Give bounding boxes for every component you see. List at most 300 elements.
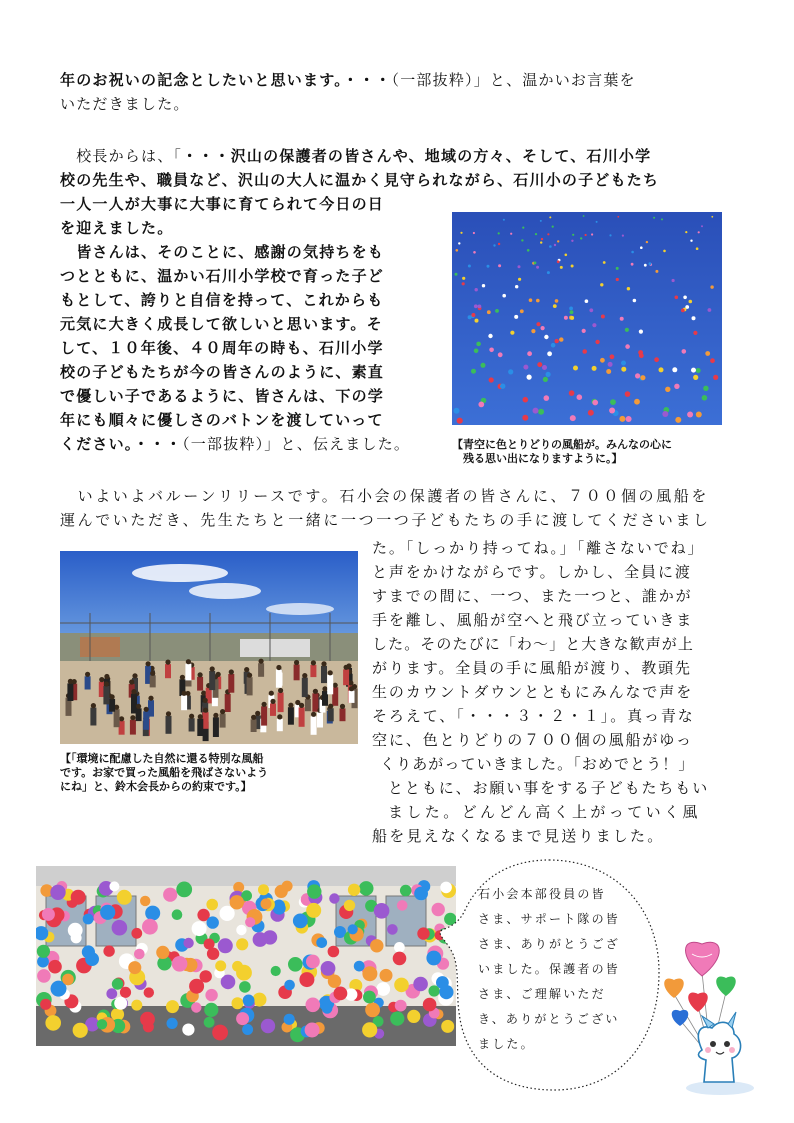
crowd-person [185, 664, 191, 681]
sky-balloon [462, 282, 465, 285]
sky-balloon [683, 296, 687, 300]
bubble-line5: さま、ご理解いただ [478, 987, 606, 1001]
sky-balloon [555, 299, 559, 303]
sky-balloon [710, 285, 713, 288]
sky-balloon [693, 331, 697, 335]
crowd-person [322, 691, 328, 706]
group-balloon [307, 884, 321, 898]
crowd-person [136, 708, 142, 721]
crowd-head [294, 660, 299, 665]
crowd-person [299, 707, 305, 726]
para2-line2: 校の先生や、職員など、沢山の大人に温かく見守られながら、石川小の子どもたち [60, 171, 660, 189]
group-balloon [348, 924, 358, 934]
crowd-head [349, 686, 354, 691]
group-balloon [112, 978, 123, 989]
crowd-head [262, 702, 267, 707]
group-balloon [85, 952, 99, 966]
sky-caption-line1: 【青空に色とりどりの風船が。みんなの心に [452, 438, 672, 451]
sky-balloon [498, 264, 501, 267]
group-balloon [258, 884, 269, 895]
sky-balloon [549, 216, 551, 218]
crowd-head [132, 673, 137, 678]
sky-balloon [538, 409, 544, 415]
crowd-person [130, 720, 136, 735]
ground-caption-line2: です。お家で買った風船を飛ばさないよう [60, 766, 269, 779]
para3-line13: とともに、お願い事をする子どもたちもい [388, 779, 710, 797]
crowd-head [150, 671, 155, 676]
ground-caption-line1: 【「環境に配慮した自然に還る特別な風船 [60, 752, 264, 765]
schoolyard-photo [60, 551, 358, 744]
para2-line13: ください。・・・（一部抜粋）」と、伝えました。 [60, 435, 411, 453]
sky-balloon [536, 266, 539, 269]
sky-balloon [655, 270, 658, 273]
sky-balloon [489, 377, 494, 382]
sky-balloon [585, 234, 587, 236]
crowd-person [311, 716, 317, 735]
group-balloon [142, 919, 158, 935]
group-balloon [156, 946, 169, 959]
para3-line7: した。そのたびに「わ～」と大きな歓声が上 [372, 635, 695, 653]
sky-balloon [620, 317, 624, 321]
crowd-head [85, 672, 90, 677]
crowd-head [129, 679, 134, 684]
crowd-head [247, 673, 252, 678]
group-balloon [232, 961, 243, 972]
sky-balloon [626, 416, 632, 422]
crowd-head [278, 688, 283, 693]
group-balloon [140, 896, 150, 906]
sky-balloon [583, 215, 585, 217]
group-balloon [334, 987, 348, 1001]
crowd-head [198, 672, 203, 677]
sky-balloon [547, 233, 549, 235]
crowd-head [201, 691, 206, 696]
crowd-head [146, 661, 151, 666]
crowd-person [203, 712, 209, 729]
group-balloon [236, 1012, 249, 1025]
crowd-person [165, 664, 171, 678]
sky-balloon [654, 357, 659, 362]
group-balloon [48, 960, 62, 974]
sky-balloon [610, 399, 616, 405]
crowd-head [166, 711, 171, 716]
sky-balloon [580, 237, 582, 239]
crowd-person [197, 677, 203, 691]
crowd-person [85, 676, 91, 689]
sky-balloon [685, 305, 689, 309]
crowd-head [328, 670, 333, 675]
sky-balloon [522, 227, 524, 229]
crowd-head [244, 667, 249, 672]
group-balloon [328, 975, 341, 988]
sky-balloon [591, 233, 593, 235]
group-balloons-image [36, 866, 456, 1046]
group-balloon [370, 939, 383, 952]
group-balloon [359, 881, 374, 896]
sky-balloon [503, 219, 505, 221]
sky-balloon [541, 326, 545, 330]
sky-balloon [482, 284, 485, 287]
group-balloon [329, 893, 339, 903]
sky-balloon [521, 239, 523, 241]
sky-balloon [540, 220, 542, 222]
para3-line1: いよいよバルーンリリースです。石小会の保護者の皆さんに、７００個の風船を [60, 487, 709, 505]
sky-balloon [518, 278, 521, 281]
sky-balloon [589, 308, 593, 312]
group-balloon [189, 979, 204, 994]
group-balloon [166, 1000, 179, 1013]
sky-balloon [690, 240, 692, 242]
group-balloon [376, 982, 390, 996]
sky-balloon [698, 231, 700, 233]
sky-balloon [495, 309, 499, 313]
group-balloon [321, 961, 336, 976]
bubble-line7: ました。 [478, 1037, 535, 1051]
sky-balloon [631, 263, 634, 266]
crowd-person [310, 665, 316, 677]
crowd-head [203, 708, 208, 713]
group-balloon [397, 900, 408, 911]
group-balloon [131, 928, 142, 939]
group-balloon [236, 938, 248, 950]
para3-line14: ました。どんどん高く上がっていく風 [388, 803, 701, 821]
para3-line3: た。「しっかり持ってね。」「離さないでね」 [372, 539, 705, 557]
sky-balloon [527, 249, 530, 252]
crowd-person [213, 717, 219, 737]
sky-balloon [571, 240, 573, 242]
para2-line12: 年にも順々に優しさのバトンを渡していって [60, 411, 384, 429]
group-balloon [114, 997, 127, 1010]
crowd-person [294, 665, 300, 681]
sky-balloon [622, 235, 624, 237]
group-balloon [120, 987, 131, 998]
sky-balloon [542, 365, 547, 370]
sky-balloon [474, 304, 478, 308]
sky-balloon [603, 261, 606, 264]
crowd-person [90, 708, 96, 726]
crowd-person [276, 670, 282, 688]
sky-balloon [553, 304, 557, 308]
crowd-head [131, 689, 136, 694]
crowd-person [343, 669, 349, 685]
crowd-head [277, 714, 282, 719]
sky-balloon [689, 300, 693, 304]
sky-balloon [534, 262, 537, 265]
group-balloon [117, 890, 132, 905]
group-balloon [394, 978, 409, 993]
group-balloon [282, 881, 293, 892]
group-balloon [145, 906, 160, 921]
group-balloon [394, 942, 405, 953]
crowd-person [305, 699, 311, 711]
sky-balloon [625, 344, 630, 349]
sky-balloon [508, 369, 513, 374]
sky-balloon [551, 343, 556, 348]
sky-balloon [625, 391, 631, 397]
crowd-head [313, 689, 318, 694]
crowd-head [322, 686, 327, 691]
sky-balloon [601, 315, 605, 319]
group-balloon [215, 960, 226, 971]
crowd-person [181, 695, 187, 710]
group-balloon [328, 946, 340, 958]
sky-balloon [544, 395, 550, 401]
group-balloon [306, 998, 321, 1013]
sky-caption-line2: 残る思い出になりますように。】 [452, 452, 623, 465]
sky-balloon [608, 362, 613, 367]
group-balloon [220, 906, 235, 921]
group-balloon [45, 1015, 61, 1031]
crowd-person [288, 707, 294, 725]
group-balloon [207, 916, 219, 928]
sky-balloon [515, 285, 518, 288]
group-balloon [261, 898, 272, 909]
para2-line9: して、１０年後、４０周年の時も、石川小学 [60, 339, 384, 357]
group-balloon [182, 1024, 194, 1036]
sky-balloon [476, 342, 481, 347]
sky-balloon [616, 278, 619, 281]
para3-line9: 生のカウントダウンとともにみんなで声を [372, 683, 694, 701]
crowd-head [251, 715, 256, 720]
sky-balloon [518, 265, 521, 268]
crowd-person [349, 691, 355, 703]
group-balloon [390, 1012, 404, 1026]
group-balloon [354, 961, 365, 972]
crowd-head [189, 714, 194, 719]
crowd-person [312, 693, 318, 711]
crowd-person [302, 678, 308, 698]
group-balloon [305, 1023, 320, 1038]
crowd-person [277, 719, 283, 731]
crowd-head [311, 712, 316, 717]
sky-balloon [600, 283, 603, 286]
sky-balloon [682, 349, 687, 354]
crowd-person [321, 666, 327, 683]
sky-balloon [552, 226, 554, 228]
group-balloon [232, 997, 244, 1009]
para2-line3: 一人一人が大事に大事に育てられて今日の日 [60, 195, 385, 213]
bubble-line2: さま、サポート隊の皆 [478, 912, 621, 926]
sky-balloon [659, 367, 664, 372]
crowd-head [210, 666, 215, 671]
group-balloon [128, 961, 141, 974]
crowd-person [189, 718, 195, 731]
crowd-head [119, 716, 124, 721]
para2-line8: 元気に大きく成長して欲しいと思います。そ [60, 315, 383, 333]
sky-balloon [489, 348, 494, 353]
sky-balloon [662, 411, 668, 417]
group-balloon [106, 988, 117, 999]
group-balloon [42, 908, 55, 921]
sky-balloon [560, 266, 563, 269]
sky-balloon [672, 367, 677, 372]
sky-balloon [471, 313, 475, 317]
sky-balloon [478, 305, 482, 309]
crowd-head [198, 714, 203, 719]
sky-balloon [708, 308, 712, 312]
group-balloon [414, 887, 428, 901]
group-balloon [204, 939, 215, 950]
crowd-person [67, 683, 73, 701]
para3-line8: がります。全員の手に風船が渡り、教頭先 [372, 659, 692, 677]
sky-balloon [460, 232, 462, 234]
sky-balloon [621, 361, 626, 366]
sky-balloon [475, 319, 479, 323]
crowd-head [144, 707, 149, 712]
sky-balloon [536, 322, 540, 326]
sky-balloon [536, 299, 540, 303]
group-balloon [362, 966, 377, 981]
sky-balloon [475, 288, 478, 291]
sky-balloon [681, 309, 685, 313]
sky-balloon [685, 231, 687, 233]
group-balloon [253, 932, 268, 947]
sky-balloon [663, 250, 666, 253]
crowd-person [317, 712, 323, 727]
sky-balloon [570, 316, 574, 320]
sky-balloon [616, 267, 619, 270]
bubble-line1: 石小会本部役員の皆 [478, 887, 606, 901]
sky-balloon [474, 349, 479, 354]
para2-line5: 皆さんは、そのことに、感謝の気持ちをも [60, 243, 385, 261]
sky-balloon [703, 386, 708, 391]
para2-line1: 校長からは、「・・・沢山の保護者の皆さんや、地域の方々、そして、石川小学 [60, 147, 652, 165]
sky-balloon [570, 310, 574, 314]
group-balloon [204, 1017, 215, 1028]
group-balloon [163, 888, 177, 902]
group-balloon [40, 999, 51, 1010]
para3-line4: と声をかけながらです。しかし、全員に渡 [372, 563, 692, 581]
sky-balloon [571, 265, 574, 268]
sky-balloon [498, 243, 500, 245]
sky-balloon [468, 265, 471, 268]
sky-balloon [456, 249, 459, 252]
group-balloon [299, 972, 314, 987]
para1-line1: 年のお祝いの記念としたいと思います。・・・（一部抜粋）」と、温かいお言葉を [60, 71, 636, 89]
para3-line11: 空に、色とりどりの７００個の風船がゆっ [372, 731, 693, 749]
sky-balloon [696, 368, 701, 373]
sky-balloon [473, 251, 476, 254]
group-balloon [131, 1000, 142, 1011]
crowd-head [203, 698, 208, 703]
sky-balloon [640, 375, 645, 380]
crowd-head [91, 703, 96, 708]
bubble-line4: いました。保護者の皆 [478, 962, 621, 976]
sky-balloon [596, 221, 598, 223]
sky-balloon [488, 334, 492, 338]
group-balloon [191, 1002, 201, 1012]
group-balloon [261, 1019, 275, 1033]
sky-balloon [606, 369, 611, 374]
sky-balloon [573, 366, 578, 371]
sky-balloon [473, 232, 475, 234]
sky-balloon [510, 331, 514, 335]
group-balloon [400, 885, 412, 897]
crowd-head [276, 665, 281, 670]
sky-balloon [523, 397, 529, 403]
sky-balloon [555, 339, 559, 343]
crowd-person [197, 719, 203, 736]
group-balloon [284, 980, 295, 991]
group-balloon [204, 1003, 218, 1017]
group-balloon [192, 921, 207, 936]
para3-line15: 船を見えなくなるまで見送りました。 [372, 827, 665, 845]
group-balloon [306, 955, 320, 969]
sky-balloon [621, 367, 626, 372]
sky-balloon [493, 244, 495, 246]
group-balloon [284, 1014, 295, 1025]
sky-balloon [540, 241, 542, 243]
group-balloon [413, 977, 428, 992]
group-balloon [417, 927, 429, 939]
group-balloon [293, 914, 308, 929]
para1-line2: いただきました。 [60, 95, 190, 113]
group-balloon [206, 899, 218, 911]
group-balloon [239, 981, 251, 993]
sky-balloon [627, 287, 630, 290]
group-balloon [236, 925, 246, 935]
sky-balloon [481, 363, 486, 368]
sky-balloon [711, 216, 713, 218]
sky-balloon [687, 412, 693, 418]
group-balloon [271, 966, 281, 976]
sky-balloon [565, 254, 568, 257]
sky-balloon [535, 233, 537, 235]
group-balloon [176, 882, 192, 898]
sky-balloon [674, 384, 679, 389]
sky-balloon [609, 408, 615, 414]
group-balloon [167, 1018, 178, 1029]
sky-balloon [692, 316, 696, 320]
crowd-person [340, 708, 346, 721]
group-balloon [183, 938, 193, 948]
sky-balloon [514, 315, 518, 319]
crowd-head [104, 674, 109, 679]
sky-balloon [640, 246, 643, 249]
crowd-head [148, 696, 153, 701]
crowd-head [255, 711, 260, 716]
sky-balloon [547, 351, 552, 356]
sky-balloon [582, 329, 586, 333]
para3-line5: すまでの間に、一つ、また一つと、誰かが [372, 587, 693, 605]
sky-balloon [646, 241, 648, 243]
crowd-person [278, 693, 284, 713]
crowd-head [340, 704, 345, 709]
sky-balloons-photo [452, 212, 722, 425]
group-balloon [103, 945, 114, 956]
sky-balloon [696, 412, 702, 418]
crowd-head [220, 709, 225, 714]
sky-balloon [705, 351, 710, 356]
sky-balloon [631, 251, 634, 254]
crowd-person [261, 706, 267, 725]
sky-balloon [585, 299, 589, 303]
sky-balloon [661, 218, 663, 220]
crowd-person [225, 694, 231, 712]
crowd-person [228, 674, 234, 693]
group-balloon [242, 1024, 253, 1035]
mascot-icon [650, 932, 760, 1102]
para2-line7: もとして、誇りと自信を持って、これからも [60, 291, 384, 309]
sky-balloon [644, 264, 647, 267]
sky-balloon [559, 337, 563, 341]
sky-balloon [713, 375, 718, 380]
crowd-person [166, 716, 172, 734]
sky-balloon [546, 372, 551, 377]
sky-balloon [487, 265, 490, 268]
crowd-head [270, 699, 275, 704]
sky-balloon [672, 279, 675, 282]
